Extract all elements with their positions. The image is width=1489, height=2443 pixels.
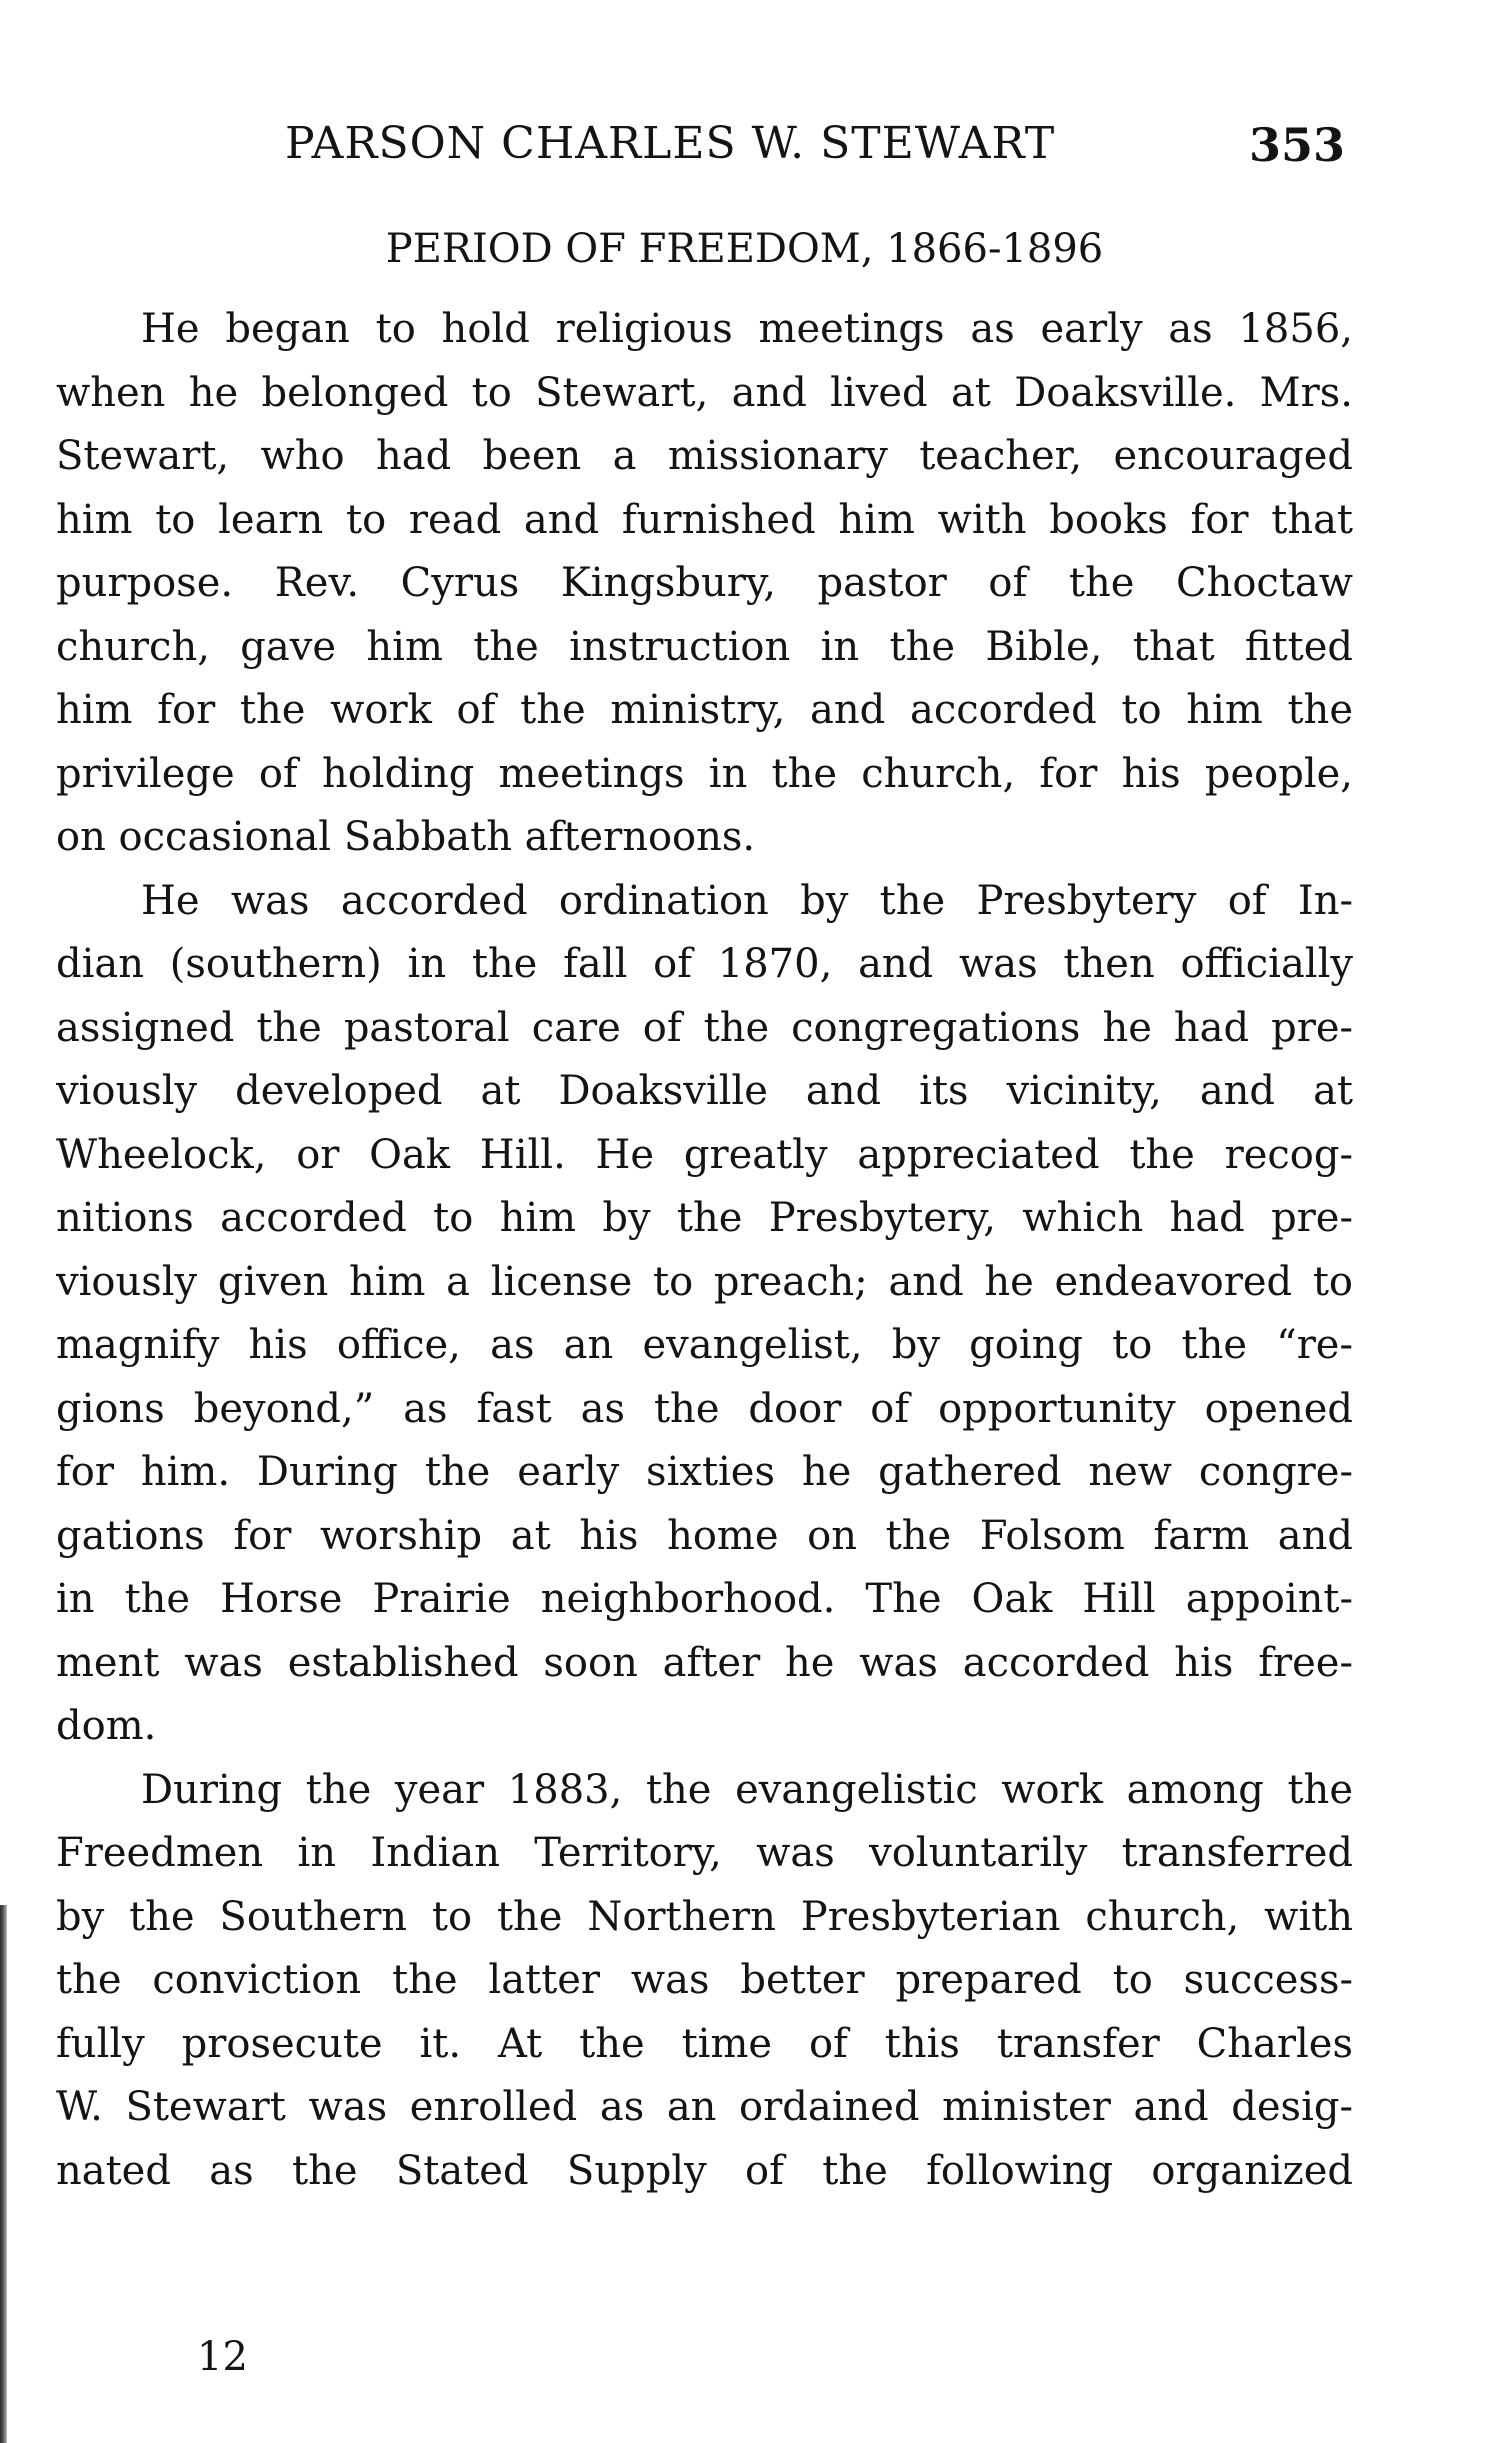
text-line: on occasional Sabbath afternoons. <box>56 814 756 860</box>
text-line: Freedmen in Indian Territory, was voluntarily transferred <box>56 1830 1353 1876</box>
paragraph-2 <box>56 870 1353 1759</box>
text-line: assigned the pastoral care of the congregations he had pre- <box>56 1004 1353 1051</box>
text-line: nated as the Stated Supply of the following organized <box>56 2147 1353 2194</box>
text-line: fully prosecute it. At the time of this transfer Charles <box>56 2020 1353 2067</box>
section-heading: PERIOD OF FREEDOM, 1866-1896 <box>385 226 1104 272</box>
text-line: purpose. Rev. Cyrus Kingsbury, pastor of the Choctaw <box>56 560 1353 606</box>
text-line: dian (southern) in the fall of 1870, and was then officially <box>56 941 1353 987</box>
text-line: Stewart, who had been a missionary teacher, encouraged <box>56 433 1353 479</box>
running-title: PARSON CHARLES W. STEWART <box>285 118 1056 169</box>
text-line: He was accorded ordination by the Presbytery of In- <box>141 877 1353 924</box>
page-number: 353 <box>1248 118 1345 172</box>
text-line: viously developed at Doaksville and its vicinity, and at <box>56 1068 1353 1114</box>
text-line: nitions accorded to him by the Presbytery, which had pre- <box>56 1195 1353 1241</box>
body-text <box>56 298 1353 2203</box>
running-header <box>285 118 1345 182</box>
paragraph-1 <box>56 298 1353 870</box>
text-line: privilege of holding meetings in the church, for his people, <box>56 750 1353 797</box>
text-line: by the Southern to the Northern Presbyterian church, with <box>56 1893 1353 1940</box>
text-line: church, gave him the instruction in the Bible, that fitted <box>56 623 1353 670</box>
text-line: gations for worship at his home on the Folsom farm and <box>56 1512 1353 1559</box>
text-line: him for the work of the ministry, and accorded to him the <box>56 687 1353 733</box>
text-line: viously given him a license to preach; and he endeavored to <box>56 1258 1353 1305</box>
text-line: in the Horse Prairie neighborhood. The Oak Hill appoint- <box>56 1576 1353 1622</box>
text-line: W. Stewart was enrolled as an ordained minister and desig- <box>56 2084 1353 2130</box>
text-line: During the year 1883, the evangelistic work among the <box>141 1766 1353 1813</box>
text-line: for him. During the early sixties he gathered new congre- <box>56 1449 1353 1495</box>
paragraph-3 <box>56 1759 1353 2204</box>
text-line: gions beyond,” as fast as the door of opportunity opened <box>56 1385 1353 1432</box>
binding-edge <box>0 1905 7 2443</box>
text-line: magnify his office, as an evangelist, by going to the “re- <box>56 1322 1353 1368</box>
signature-mark: 12 <box>197 2334 248 2380</box>
text-line: dom. <box>56 1703 157 1749</box>
text-line: the conviction the latter was better prepared to success- <box>56 1957 1353 2003</box>
text-line: He began to hold religious meetings as early as 1856, <box>141 306 1353 352</box>
text-line: ment was established soon after he was accorded his free- <box>56 1639 1353 1686</box>
text-line: when he belonged to Stewart, and lived at Doaksville. Mrs. <box>56 369 1353 416</box>
text-line: him to learn to read and furnished him with books for that <box>56 496 1353 543</box>
text-line: Wheelock, or Oak Hill. He greatly appreciated the recog- <box>56 1131 1353 1178</box>
